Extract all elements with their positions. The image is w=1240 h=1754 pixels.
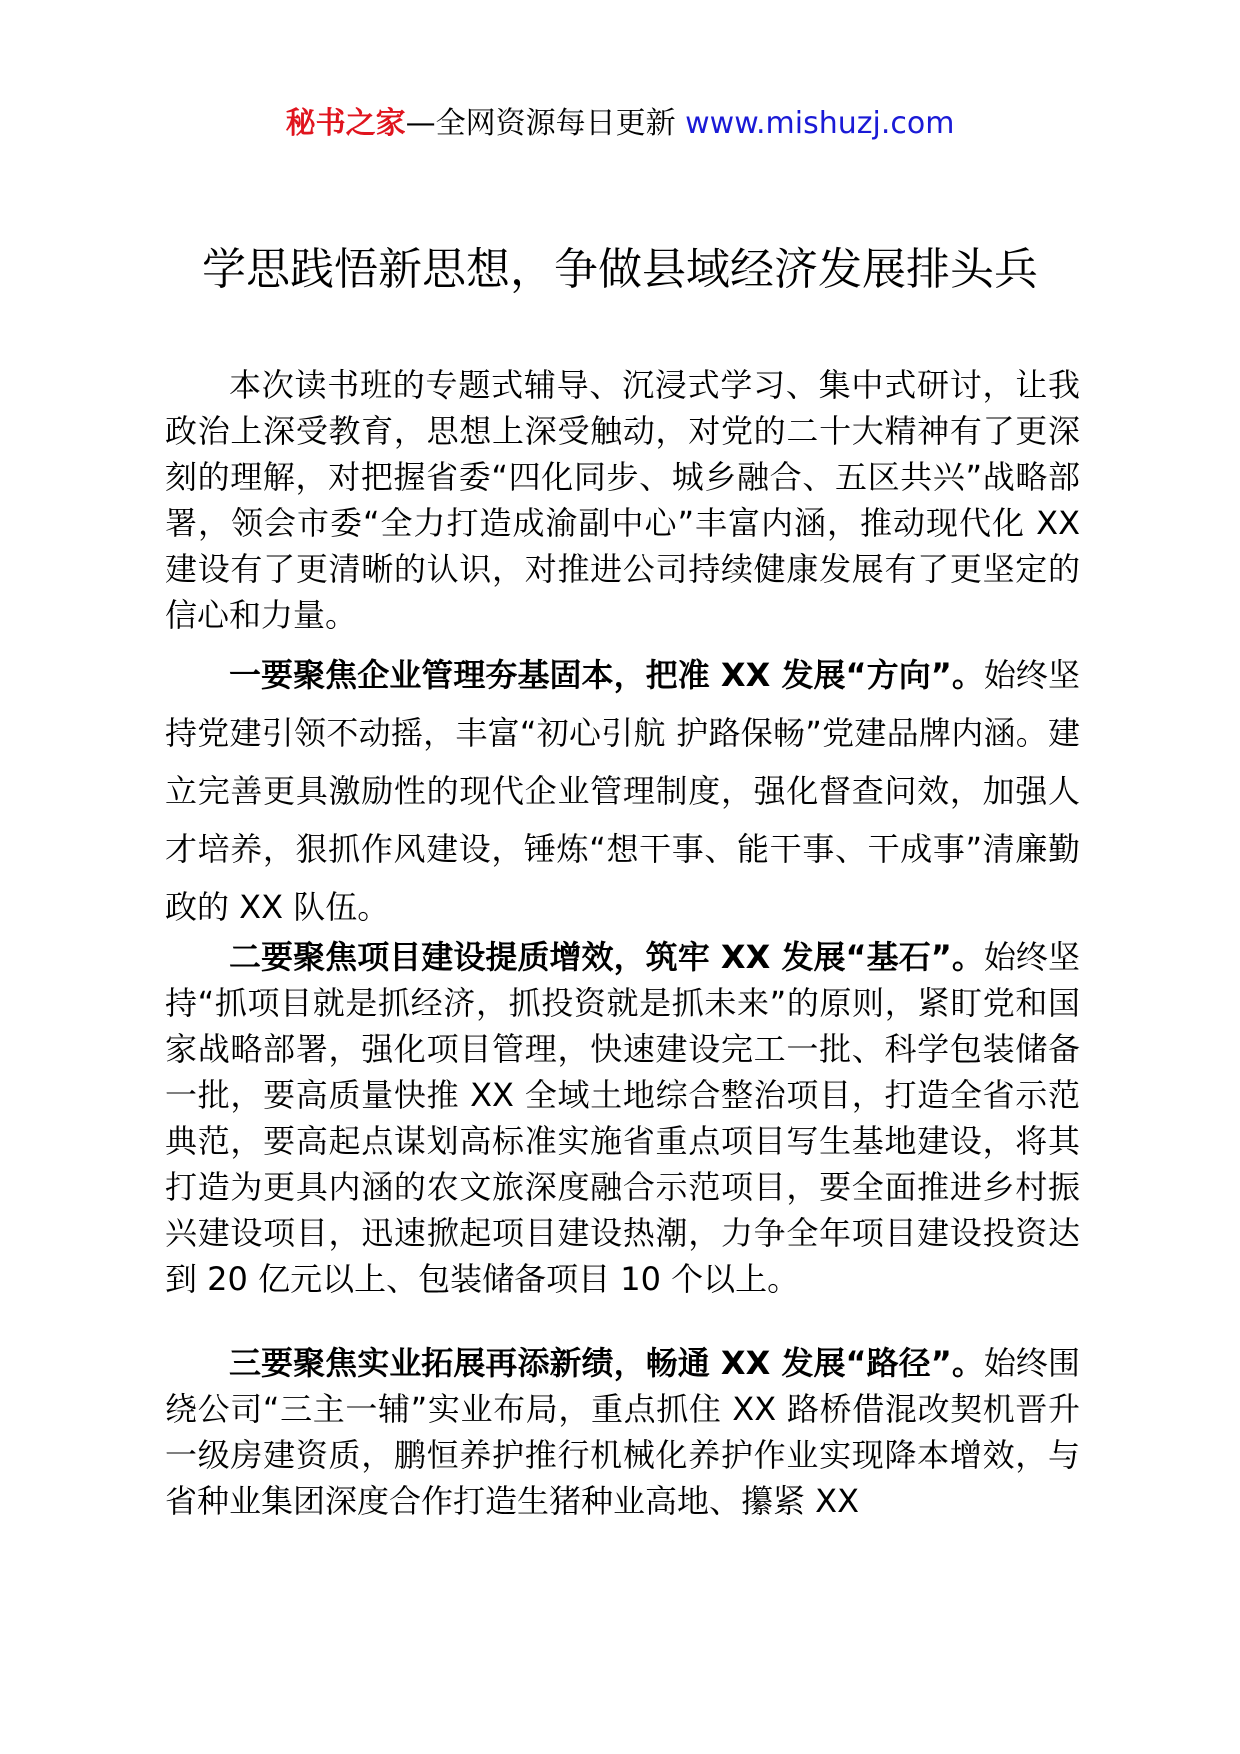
site-header	[0, 104, 1240, 144]
site-url[interactable]: www.mishuzj.com	[685, 106, 955, 141]
paragraph-lead: 二要聚焦项目建设提质增效，筑牢 XX 发展“基石”。	[229, 938, 984, 976]
paragraph-point-3	[165, 1340, 1080, 1524]
paragraph-point-2	[165, 934, 1080, 1302]
paragraph-text: 始终围绕公司“三主一辅”实业布局，重点抓住 XX 路桥借混改契机晋升一级房建资质，鹏恒养护推行机械化养护作业实现降本增效，与省种业集团深度合作打造生猪种业高地、攥紧 XX	[165, 1344, 1080, 1520]
paragraph-text: 始终坚持党建引领不动摇，丰富“初心引航 护路保畅”党建品牌内涵。建立完善更具激励性的现代企业管理制度，强化督查问效，加强人才培养，狠抓作风建设，锤炼“想干事、能干事、干成事”清廉勤政的 XX 队伍。	[165, 656, 1080, 926]
paragraph-intro	[165, 362, 1080, 638]
paragraph-point-1	[165, 646, 1080, 936]
paragraph-text: 本次读书班的专题式辅导、沉浸式学习、集中式研讨，让我政治上深受教育，思想上深受触动，对党的二十大精神有了更深刻的理解，对把握省委“四化同步、城乡融合、五区共兴”战略部署，领会市委“全力打造成渝副中心”丰富内涵，推动现代化 XX 建设有了更清晰的认识，对推进公司持续健康发展有了更坚定的信心和力量。	[165, 366, 1080, 634]
site-slogan: —全网资源每日更新	[405, 106, 676, 141]
site-brand: 秘书之家	[285, 106, 406, 141]
document-title: 学思践悟新思想，争做县域经济发展排头兵	[202, 244, 1038, 295]
paragraph-text: 始终坚持“抓项目就是抓经济，抓投资就是抓未来”的原则，紧盯党和国家战略部署，强化项目管理，快速建设完工一批、科学包装储备一批，要高质量快推 XX 全域土地综合整治项目，打造全省示范典范，要高起点谋划高标准实施省重点项目写生基地建设，将其打造为更具内涵的农文旅深度融合示范项目，要全面推进乡村振兴建设项目，迅速掀起项目建设热潮，力争全年项目建设投资达到 20 亿元以上、包装储备项目 10 个以上。	[165, 938, 1080, 1298]
paragraph-lead: 一要聚焦企业管理夯基固本，把准 XX 发展“方向”。	[229, 656, 984, 694]
paragraph-lead: 三要聚焦实业拓展再添新绩，畅通 XX 发展“路径”。	[229, 1344, 984, 1382]
